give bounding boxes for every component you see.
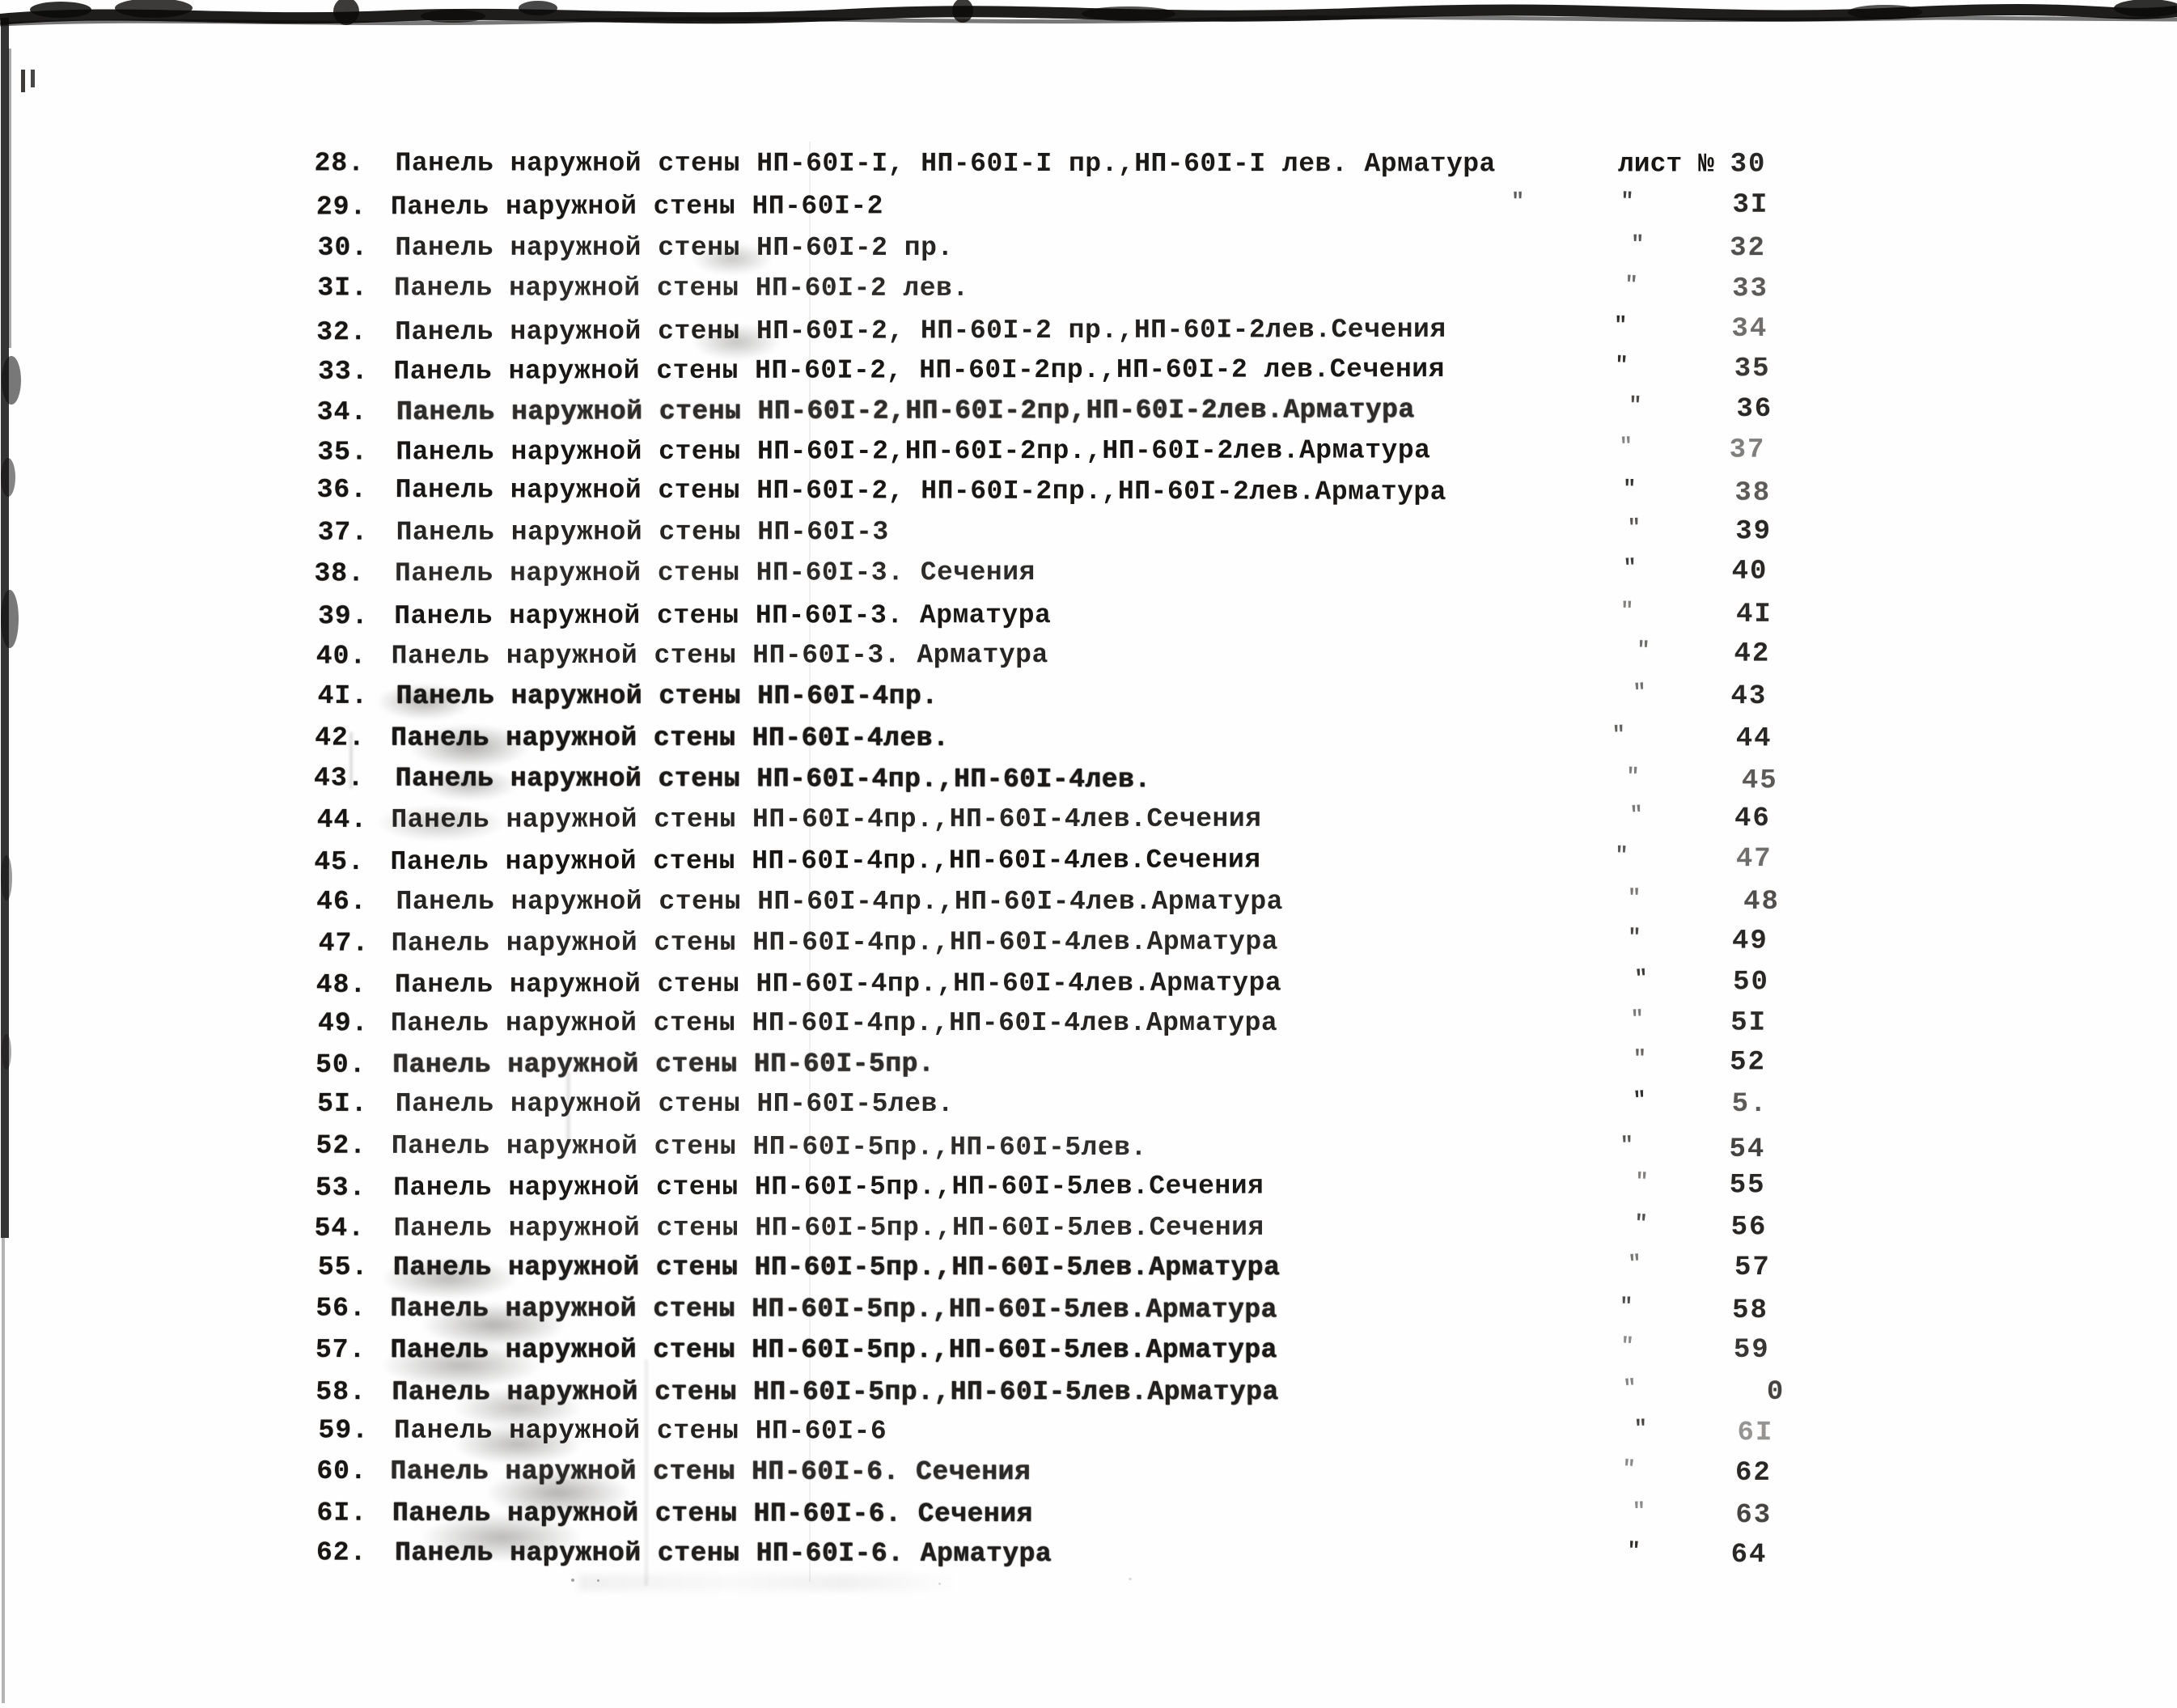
ditto-mark: " (1629, 803, 1644, 829)
ditto-mark: " (1633, 1500, 1647, 1525)
row-description: Панель наружной стены НП-60I-5лев. (395, 1088, 955, 1119)
index-row (0, 723, 2177, 759)
row-number: 42. (315, 723, 366, 753)
sheet-number: 30 (1730, 149, 1767, 180)
ditto-mark: " (1627, 1252, 1643, 1278)
row-description: Панель наружной стены НП-60I-4пр.,НП-60I-4лев. (395, 763, 1151, 795)
row-number: 54. (314, 1214, 366, 1244)
row-description: Панель наружной стены НП-60I-4пр.,НП-60I-4лев.Арматура (396, 886, 1283, 918)
row-description: Панель наружной стены НП-60I-3. Сечения (394, 557, 1036, 589)
row-description: Панель наружной стены НП-60I-4пр.,НП-60I-4лев.Арматура (394, 968, 1282, 1000)
row-number: 4I. (317, 681, 369, 712)
row-number: 40. (316, 641, 367, 672)
row-number: 57. (315, 1335, 366, 1366)
index-row (0, 1537, 2177, 1576)
sheet-number: 63 (1735, 1500, 1773, 1532)
index-row (0, 638, 2177, 678)
ditto-mark: " (1620, 189, 1634, 215)
sheet-number: 55 (1729, 1170, 1766, 1202)
row-number: 28. (314, 148, 365, 179)
index-row (0, 273, 2177, 310)
row-number: 47. (318, 928, 370, 960)
ditto-mark: " (1620, 600, 1634, 625)
scan-speck (938, 1583, 941, 1585)
ditto-mark: " (1614, 843, 1629, 869)
row-description: Панель наружной стены НП-60I-3 (396, 517, 889, 549)
row-number: 56. (316, 1293, 366, 1324)
ditto-mark: " (1627, 926, 1641, 951)
row-number: 35. (317, 437, 368, 468)
row-number: 58. (316, 1377, 366, 1408)
sheet-number: 43 (1730, 681, 1768, 713)
index-row (0, 233, 2177, 269)
row-description: Панель наружной стены НП-60I-6. Сечения (390, 1456, 1031, 1488)
index-row (0, 1252, 2177, 1288)
index-row (0, 189, 2177, 228)
row-description: Панель наружной стены НП-60I-6. Арматура (394, 1538, 1052, 1570)
index-row (0, 1377, 2177, 1413)
row-number: 6I. (316, 1498, 368, 1529)
ditto-mark: " (1633, 1047, 1647, 1073)
row-number: 62. (316, 1538, 367, 1569)
row-description: Панель наружной стены НП-60I-4пр.,НП-60I-4лев.Арматура (391, 927, 1278, 959)
ditto-mark: " (1633, 680, 1648, 706)
row-number: 33. (318, 356, 369, 387)
sheet-number: 56 (1730, 1212, 1768, 1244)
row-description: Панель наружной стены НП-60I-5пр.,НП-60I-5лев.Арматура (392, 1377, 1279, 1408)
ditto-mark: " (1620, 1134, 1635, 1159)
ditto-mark: " (1634, 1170, 1650, 1196)
row-number: 5I. (317, 1088, 368, 1119)
row-description: Панель наружной стены НП-60I-2,НП-60I-2пр,НП-60I-2лев.Арматура (396, 395, 1415, 428)
sheet-number: 50 (1733, 967, 1769, 998)
ditto-mark: " (1627, 516, 1641, 542)
sheet-column-header: лист № (1617, 149, 1714, 180)
sheet-number: 5. (1731, 1088, 1768, 1120)
sheet-number: 48 (1743, 886, 1780, 918)
sheet-number: 58 (1732, 1295, 1768, 1326)
row-description: Панель наружной стены НП-60I-5пр. (392, 1049, 935, 1080)
row-number: 46. (316, 887, 367, 918)
ditto-mark: " (1628, 394, 1642, 419)
ditto-mark: " (1632, 1088, 1648, 1114)
sheet-number: 46 (1734, 803, 1771, 834)
ditto-mark: " (1621, 1457, 1637, 1483)
row-number: 55. (317, 1252, 369, 1282)
row-number: 39. (318, 601, 369, 632)
row-number: 49. (318, 1008, 369, 1039)
row-number: 45. (314, 846, 365, 877)
ditto-mark: " (1636, 638, 1650, 664)
ditto-mark: " (1630, 233, 1645, 258)
stray-ditto-mark: " (1510, 189, 1525, 214)
row-description: Панель наружной стены НП-60I-4пр.,НП-60I-4лев.Арматура (390, 1007, 1278, 1038)
ditto-mark: " (1622, 1376, 1638, 1402)
index-row (0, 312, 2177, 354)
ditto-mark: " (1625, 765, 1641, 790)
ditto-mark: " (1624, 273, 1639, 299)
row-description: Панель наружной стены НП-60I-5пр.,НП-60I-5лев.Арматура (390, 1293, 1277, 1325)
sheet-number: 33 (1732, 273, 1768, 305)
scan-speck (571, 1579, 574, 1582)
sheet-number: 54 (1729, 1134, 1766, 1165)
index-row (0, 1089, 2177, 1125)
row-description: Панель наружной стены НП-60I-2 лев. (394, 273, 969, 304)
row-number: 52. (316, 1130, 367, 1161)
sheet-number: 34 (1731, 313, 1768, 345)
row-description: Панель наружной стены НП-60I-2, НП-60I-2 пр.,НП-60I-2лев.Сечения (395, 314, 1446, 347)
ditto-mark: " (1633, 1417, 1649, 1443)
row-description: Панель наружной стены НП-60I-3. Арматура (391, 640, 1048, 672)
sheet-number: 47 (1735, 843, 1773, 875)
ditto-mark: " (1622, 477, 1637, 502)
ditto-mark: " (1613, 313, 1628, 339)
index-row (0, 1293, 2177, 1332)
row-number: 37. (317, 518, 369, 549)
index-row (0, 434, 2177, 473)
index-row (0, 1335, 2177, 1371)
index-row (0, 353, 2177, 393)
index-row (0, 148, 2177, 185)
row-description: Панель наружной стены НП-60I-6 (394, 1415, 887, 1447)
sheet-number: 44 (1735, 723, 1773, 755)
index-row (0, 843, 2177, 884)
sheet-number: 35 (1734, 353, 1771, 384)
sheet-number: 57 (1734, 1252, 1771, 1284)
row-number: 32. (316, 316, 367, 347)
ditto-mark: " (1620, 1334, 1635, 1360)
row-number: 38. (314, 558, 365, 589)
sheet-number: 38 (1734, 477, 1772, 509)
row-description: Панель наружной стены НП-60I-2, НП-60I-2пр.,НП-60I-2лев.Арматура (395, 474, 1447, 507)
index-row (0, 516, 2177, 553)
sheet-number: 49 (1731, 926, 1768, 958)
scan-speck (1129, 1578, 1132, 1580)
index-row (0, 1498, 2177, 1536)
index-row (0, 1170, 2177, 1210)
row-number: 29. (316, 192, 367, 223)
sheet-number: 52 (1730, 1047, 1766, 1079)
row-description: Панель наружной стены НП-60I-5пр.,НП-60I-5лев.Сечения (393, 1213, 1264, 1244)
index-row (0, 1456, 2177, 1494)
ditto-mark: " (1614, 353, 1629, 379)
row-description: Панель наружной стены НП-60I-4пр. (396, 681, 938, 712)
row-number: 34. (316, 397, 368, 428)
ditto-mark: " (1619, 434, 1633, 460)
index-row (0, 1415, 2177, 1454)
index-row (0, 887, 2177, 922)
sheet-number: 3I (1732, 189, 1769, 221)
row-number: 60. (316, 1456, 367, 1487)
scan-top-edge (0, 0, 2177, 49)
sheet-number: 40 (1731, 556, 1768, 587)
index-row (0, 1047, 2177, 1087)
sheet-number: 37 (1729, 434, 1766, 466)
row-description: Панель наружной стены НП-60I-5пр.,НП-60I-5лев.Арматура (392, 1252, 1281, 1283)
index-row (0, 966, 2177, 1006)
row-description: Панель наружной стены НП-60I-2, НП-60I-2пр.,НП-60I-2 лев.Сечения (393, 354, 1445, 387)
row-description: Панель наружной стены НП-60I-5пр.,НП-60I-5лев.Арматура (390, 1335, 1277, 1366)
row-number: 59. (318, 1415, 370, 1446)
ditto-mark: " (1630, 1007, 1645, 1032)
row-description: Панель наружной стены НП-60I-4лев. (390, 723, 950, 753)
sheet-number: 62 (1734, 1458, 1772, 1490)
scan-speck (597, 1579, 599, 1582)
index-row (0, 1212, 2177, 1249)
sheet-number: 39 (1735, 516, 1773, 548)
index-row (0, 556, 2177, 595)
sheet-number: 5I (1730, 1007, 1768, 1039)
row-number: 44. (316, 804, 368, 835)
row-number: 50. (316, 1049, 366, 1081)
sheet-number: 45 (1741, 765, 1778, 797)
row-description: Панель наружной стены НП-60I-4пр.,НП-60I-4лев.Сечения (391, 803, 1262, 835)
row-description: Панель наружной стены НП-60I-4пр.,НП-60I-4лев.Сечения (390, 845, 1261, 877)
ditto-mark: " (1623, 556, 1638, 582)
ditto-mark: " (1619, 1295, 1633, 1320)
row-description: Панель наружной стены НП-60I-5пр.,НП-60I-5лев.Сечения (393, 1171, 1264, 1203)
scan-smudge (578, 1574, 959, 1591)
index-row (0, 926, 2177, 965)
row-description: Панель наружной стены НП-60I-5пр.,НП-60I-5лев. (391, 1130, 1147, 1163)
row-number: 43. (314, 763, 365, 794)
row-number: 53. (315, 1172, 366, 1203)
ditto-mark: " (1627, 886, 1641, 911)
index-row (0, 600, 2177, 638)
sheet-number: 36 (1736, 394, 1773, 426)
sheet-number: 32 (1730, 233, 1766, 265)
row-description: Панель наружной стены НП-60I-2,НП-60I-2пр.,НП-60I-2лев.Арматура (396, 435, 1431, 468)
sheet-number: 6I (1737, 1417, 1774, 1449)
row-description: Панель наружной стены НП-60I-I, НП-60I-I пр.,НП-60I-I лев. Арматура (395, 148, 1496, 180)
row-description: Панель наружной стены НП-60I-2 пр. (395, 233, 954, 264)
index-row (0, 474, 2177, 515)
sheet-number: 42 (1734, 638, 1771, 670)
row-number: 48. (316, 969, 367, 1000)
index-row (0, 393, 2177, 434)
index-row (0, 763, 2177, 803)
ditto-mark: " (1626, 1539, 1641, 1565)
ditto-mark: " (1634, 967, 1650, 993)
sheet-number: 59 (1733, 1335, 1770, 1367)
index-row (0, 1129, 2177, 1171)
index-row (0, 803, 2177, 841)
row-number: 36. (316, 474, 368, 505)
sheet-number: 0 (1766, 1377, 1785, 1409)
row-description: Панель наружной стены НП-60I-6. Сечения (392, 1498, 1033, 1530)
row-number: 30. (317, 233, 369, 264)
row-description: Панель наружной стены НП-60I-3. Арматура (394, 600, 1052, 632)
ditto-mark: " (1633, 1212, 1648, 1238)
sheet-number: 4I (1735, 600, 1773, 631)
sheet-number: 64 (1730, 1540, 1768, 1571)
ditto-mark: " (1612, 723, 1626, 748)
row-number: 3I. (317, 273, 368, 303)
index-row (0, 1007, 2177, 1044)
index-row (0, 681, 2177, 717)
row-description: Панель наружной стены НП-60I-2 (390, 191, 883, 223)
